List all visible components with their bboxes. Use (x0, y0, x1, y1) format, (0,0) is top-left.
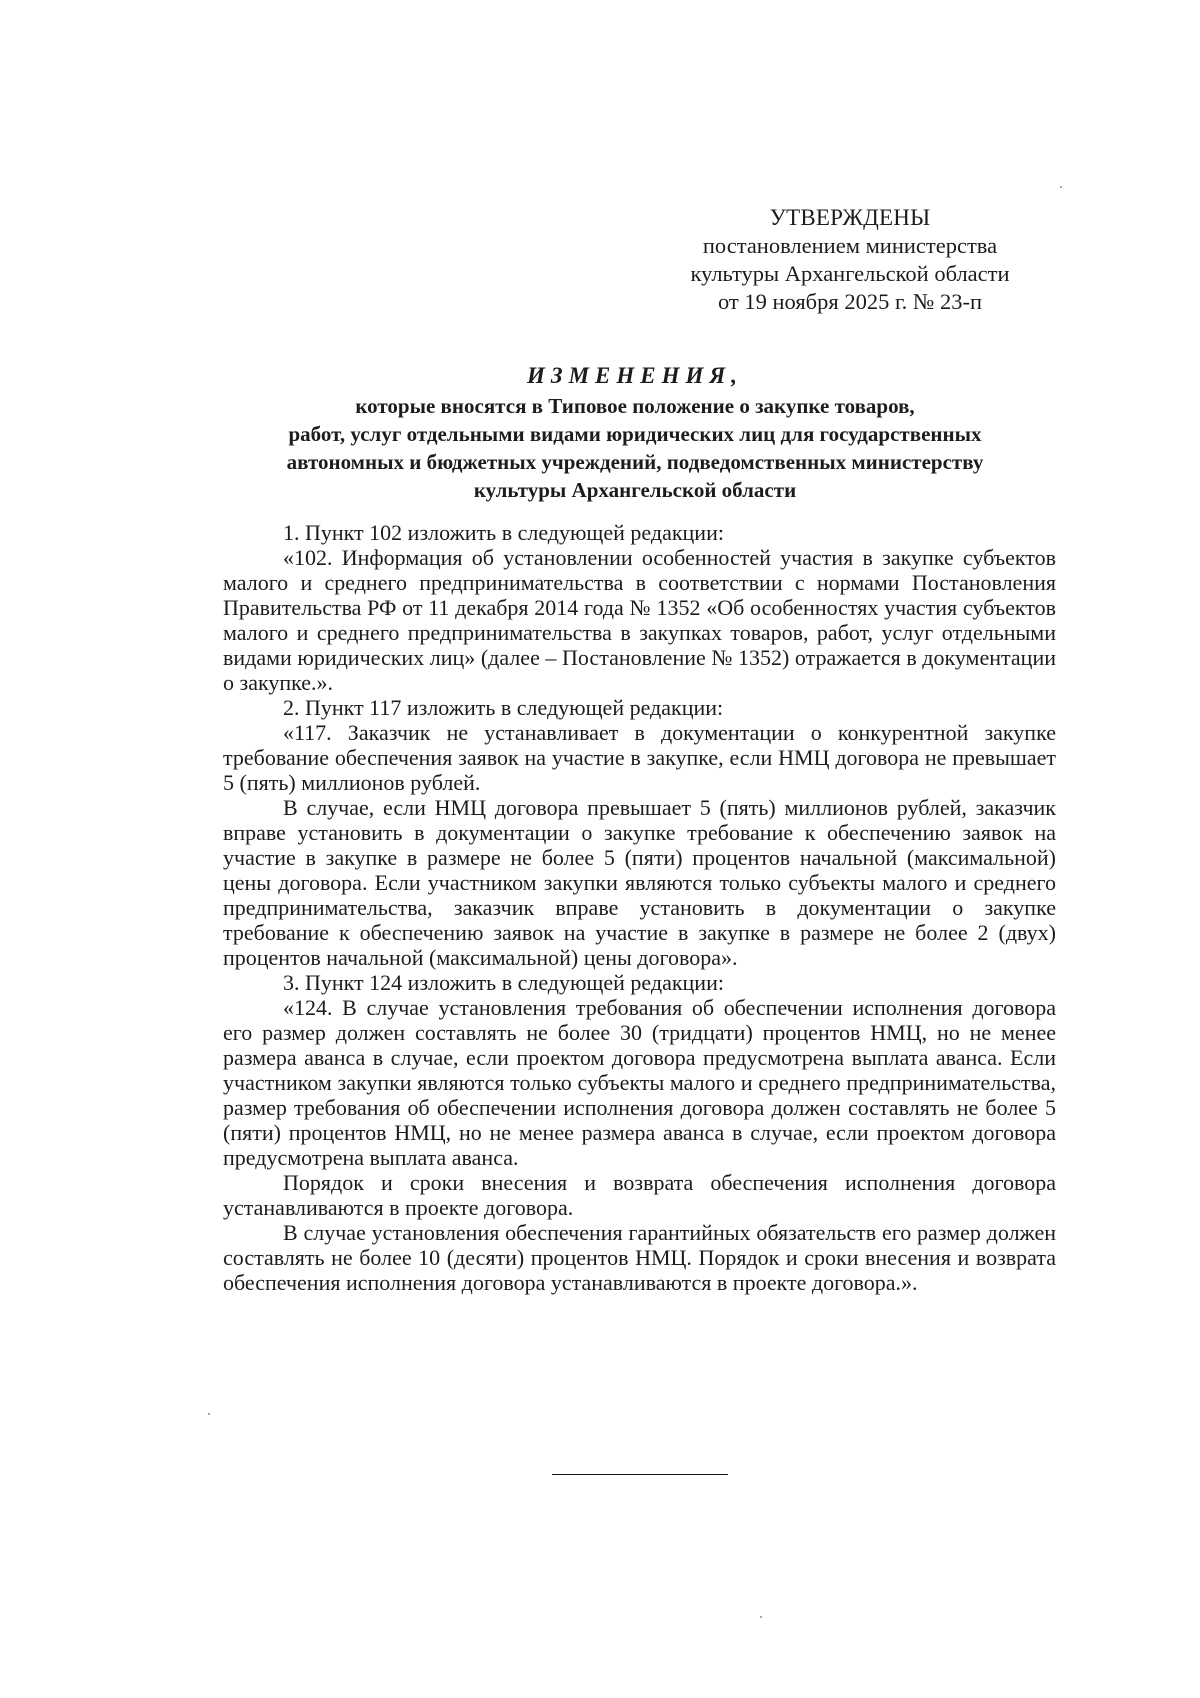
paragraph-item-1: 1. Пункт 102 изложить в следующей редакции: (283, 520, 724, 545)
title-line-3: автономных и бюджетных учреждений, подведомственных министерству (286, 450, 984, 474)
approval-line-2: культуры Архангельской области (690, 261, 1010, 286)
scan-speck (208, 1413, 210, 1415)
paragraph-clause-124: «124. В случае установления требования об обеспечении исполнения договора его размер должен составлять не более 30 (тридцати) процентов НМЦ, но не менее размера аванса в случае, если проектом договора предусмотрена выплата аванса. Если участником закупки являются только субъекты малого и среднего предпринимательства, размер требования об обеспечении исполнения договора должен составлять не более 5 (пяти) процентов НМЦ, но не менее размера аванса в случае, если проектом договора предусмотрена выплата аванса. (223, 995, 1056, 1170)
paragraph-clause-124-warranty: В случае установления обеспечения гарантийных обязательств его размер должен составлять не более 10 (десяти) процентов НМЦ. Порядок и сроки внесения и возврата обеспечения исполнения договора устанавливаются в проекте договора.». (223, 1220, 1056, 1295)
paragraph-item-2: 2. Пункт 117 изложить в следующей редакции: (283, 695, 724, 720)
approval-title: УТВЕРЖДЕНЫ (769, 205, 931, 230)
approval-stamp (650, 204, 1050, 316)
scan-speck (1060, 186, 1062, 188)
paragraph-clause-102: «102. Информация об установлении особенностей участия в закупке субъектов малого и среднего предпринимательства в соответствии с нормами Постановления Правительства РФ от 11 декабря 2014 года № 1352 «Об особенностях участия субъектов малого и среднего предпринимательства в закупках товаров, работ, услуг отдельными видами юридических лиц» (далее – Постановление № 1352) отражается в документации о закупке.». (223, 545, 1056, 695)
title-line-4: культуры Архангельской области (473, 478, 797, 502)
paragraph-clause-117-cont: В случае, если НМЦ договора превышает 5 (пять) миллионов рублей, заказчик вправе установить в документации о закупке требование к обеспечению заявок на участие в закупке в размере не более 5 (пяти) процентов начальной (максимальной) цены договора. Если участником закупки являются только субъекты малого и среднего предпринимательства, заказчик вправе установить в документации о закупке требование к обеспечению заявок на участие в закупке в размере не более 2 (двух) процентов начальной (максимальной) цены договора». (223, 795, 1056, 970)
closing-rule (552, 1474, 728, 1475)
paragraph-clause-117: «117. Заказчик не устанавливает в документации о конкурентной закупке требование обеспечения заявок на участие в закупке, если НМЦ договора не превышает 5 (пять) миллионов рублей. (223, 720, 1056, 795)
title-line-2: работ, услуг отдельными видами юридических лиц для государственных (288, 422, 982, 446)
document-body (223, 520, 1056, 1295)
title-line-1: которые вносятся в Типовое положение о закупке товаров, (355, 394, 915, 418)
approval-line-1: постановлением министерства (702, 233, 998, 258)
paragraph-clause-124-order: Порядок и сроки внесения и возврата обеспечения исполнения договора устанавливаются в проекте договора. (223, 1170, 1056, 1220)
scan-speck (760, 1616, 762, 1618)
approval-line-3: от 19 ноября 2025 г. № 23-п (717, 289, 983, 314)
document-title (230, 360, 1040, 504)
paragraph-item-3: 3. Пункт 124 изложить в следующей редакции: (283, 970, 724, 995)
title-heading: ИЗМЕНЕНИЯ, (527, 363, 743, 388)
